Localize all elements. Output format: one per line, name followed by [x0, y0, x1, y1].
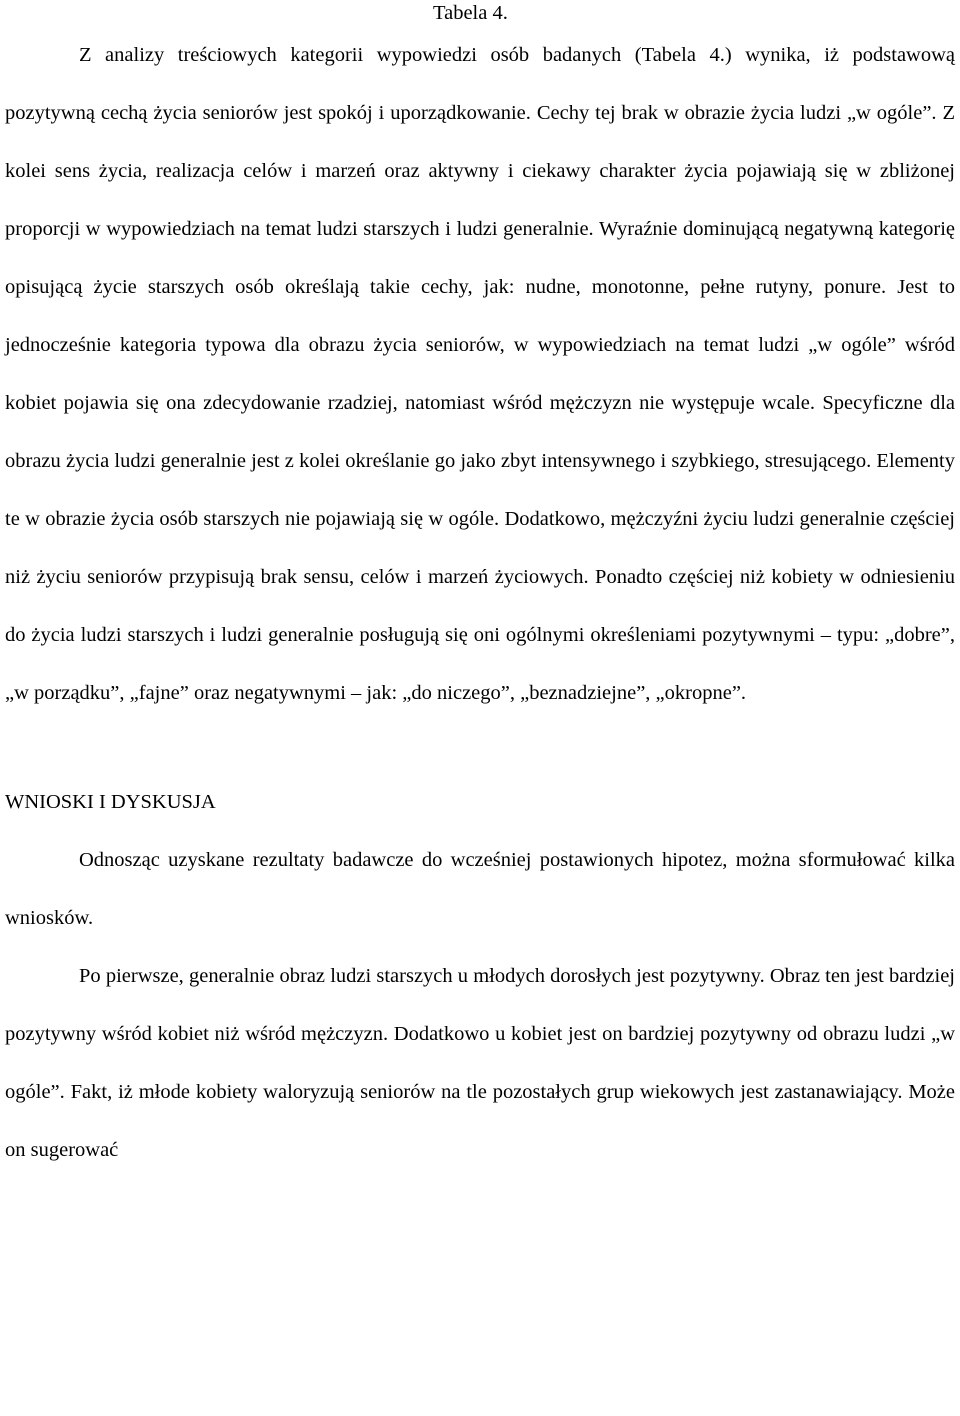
- conclusions-first-paragraph: Po pierwsze, generalnie obraz ludzi starszych u młodych dorosłych jest pozytywny. Obraz ten jest bardziej pozytywny wśród kobiet niż wśród mężczyzn. Dodatkowo u kobiet jest on bardziej pozytywny od obrazu ludzi „w ogóle”. Fakt, iż młode kobiety waloryzują seniorów na tle pozostałych grup wiekowych jest zastanawiający. Może on sugerować: [5, 965, 955, 1161]
- section-heading: WNIOSKI I DYSKUSJA: [5, 791, 216, 813]
- document-page: [5, 0, 955, 1179]
- table-caption: Tabela 4.: [433, 2, 508, 24]
- conclusions-intro-paragraph: Odnosząc uzyskane rezultaty badawcze do wcześniej postawionych hipotez, można sformułować kilka wniosków.: [5, 849, 955, 929]
- analysis-paragraph: Z analizy treściowych kategorii wypowiedzi osób badanych (Tabela 4.) wynika, iż podstawową pozytywną cechą życia seniorów jest spokój i uporządkowanie. Cechy tej brak w obrazie życia ludzi „w ogóle”. Z kolei sens życia, realizacja celów i marzeń oraz aktywny i ciekawy charakter życia pojawiają się w zbliżonej proporcji w wypowiedziach na temat ludzi starszych i ludzi generalnie. Wyraźnie dominującą negatywną kategorię opisującą życie starszych osób określają takie cechy, jak: nudne, monotonne, pełne rutyny, ponure. Jest to jednocześnie kategoria typowa dla obrazu życia seniorów, w wypowiedziach na temat ludzi „w ogóle” wśród kobiet pojawia się ona zdecydowanie rzadziej, natomiast wśród mężczyzn nie występuje wcale. Specyficzne dla obrazu życia ludzi generalnie jest z kolei określanie go jako zbyt intensywnego i szybkiego, stresującego. Elementy te w obrazie życia osób starszych nie pojawiają się w ogóle. Dodatkowo, mężczyźni życiu ludzi generalnie częściej niż życiu seniorów przypisują brak sensu, celów i marzeń życiowych. Ponadto częściej niż kobiety w odniesieniu do życia ludzi starszych i ludzi generalnie posługują się oni ogólnymi określeniami pozytywnymi – typu: „dobre”, „w porządku”, „fajne” oraz negatywnymi – jak: „do niczego”, „beznadziejne”, „okropne”.: [5, 44, 955, 704]
